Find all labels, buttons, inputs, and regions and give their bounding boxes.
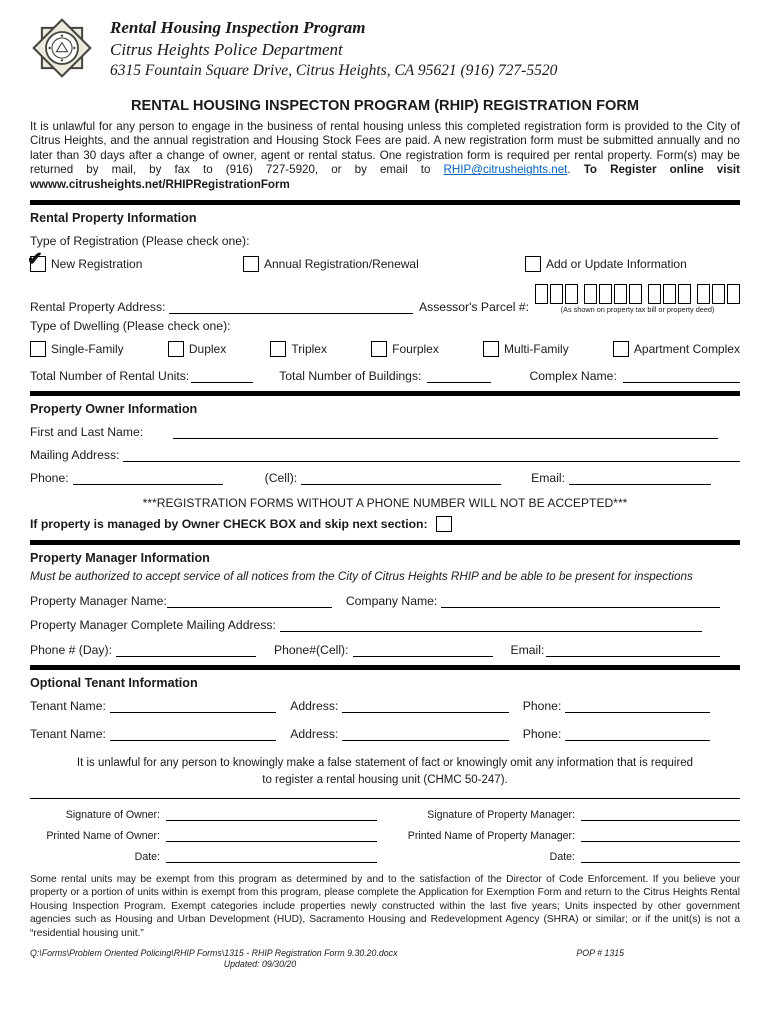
manager-subheading: Must be authorized to accept service of all notices from the City of Citrus Heights RHIP and be able to be present for inspections	[30, 570, 693, 584]
address-parcel-row	[30, 284, 740, 314]
tenant-row-1	[30, 699, 740, 713]
option-single-family[interactable]	[30, 341, 124, 357]
totals-row	[30, 369, 740, 383]
owner-heading: Property Owner Information	[30, 402, 198, 417]
option-label: Triplex	[291, 342, 327, 357]
option-triplex[interactable]	[270, 341, 327, 357]
option-multi-family[interactable]	[483, 341, 569, 357]
managed-by-owner-row	[30, 516, 740, 532]
parcel-digit-box[interactable]	[584, 284, 597, 304]
footer-file-row	[30, 948, 740, 958]
tenant-1-address-field[interactable]	[342, 700, 508, 713]
owner-email-field[interactable]	[569, 472, 711, 485]
form-header	[30, 12, 740, 89]
tenant-1-phone-field[interactable]	[565, 700, 710, 713]
option-label: Duplex	[188, 342, 227, 357]
rental-property-section	[27, 211, 740, 384]
manager-phone-row	[30, 643, 740, 657]
exemption-paragraph: Some rental units may be exempt from this program as determined by and to the satisfaction of the Director of Code Enforcement. If you believe your property or a portion of units within is exempt from this program, please complete the Application for Exemption Form and return to the Citrus Heights Rental Housing Inspection Program. Exempt categories include properties newly constructed within the last five years; Units inspected by other government agencies such as Housing and Urban Development (HUD), Sacramento Housing and Redevelopment Agency (SHRA) or similar; or if the unit(s) is not a “residential housing unit.”	[30, 873, 740, 939]
option-add-update[interactable]	[525, 256, 687, 272]
manager-name-label: Property Manager Name:	[30, 594, 167, 609]
parcel-note: (As shown on property tax bill or property deed)	[560, 305, 715, 315]
manager-printed-field[interactable]	[581, 830, 740, 842]
manager-signature-column	[393, 809, 740, 863]
parcel-digit-box[interactable]	[663, 284, 676, 304]
fourplex-checkbox[interactable]	[371, 341, 387, 357]
owner-name-row	[30, 425, 740, 439]
parcel-number-area	[535, 284, 740, 314]
manager-printed-row	[393, 830, 740, 842]
tenant-phone-label: Phone:	[522, 699, 562, 714]
manager-date-label: Date:	[549, 850, 575, 863]
department-address: 6315 Fountain Square Drive, Citrus Heights, CA 95621 (916) 727-5520	[110, 62, 558, 80]
manager-email-label: Email:	[510, 643, 545, 658]
parcel-group	[535, 284, 578, 304]
owner-mailing-label: Mailing Address:	[30, 448, 120, 463]
registration-type-label: Type of Registration (Please check one):	[30, 234, 250, 249]
owner-email-label: Email:	[531, 471, 566, 486]
owner-mailing-field[interactable]	[123, 449, 740, 462]
file-path: Q:\Forms\Problem Oriented Policing\RHIP Forms\1315 - RHIP Registration Form 9.30.20.docx	[30, 948, 398, 959]
option-label: Annual Registration/Renewal	[264, 257, 419, 272]
tenant-address-label: Address:	[290, 699, 339, 714]
parcel-group	[584, 284, 642, 304]
owner-date-field[interactable]	[166, 851, 377, 863]
tenant-2-name-field[interactable]	[110, 728, 276, 741]
parcel-digit-box[interactable]	[712, 284, 725, 304]
register-online-text: To Register online visit wwww.citrusheights.net/RHIPRegistrationForm	[30, 163, 740, 191]
parcel-digit-box[interactable]	[565, 284, 578, 304]
section-divider	[30, 200, 740, 205]
owner-printed-field[interactable]	[166, 830, 377, 842]
managed-by-owner-checkbox[interactable]	[436, 516, 452, 532]
program-name: Rental Housing Inspection Program	[110, 18, 366, 37]
dwelling-type-label: Type of Dwelling (Please check one):	[30, 319, 231, 334]
intro-text-after-link: .	[567, 163, 584, 177]
tenant-section	[30, 676, 740, 787]
tenant-2-phone-field[interactable]	[565, 728, 710, 741]
owner-name-field[interactable]	[173, 426, 718, 439]
parcel-digit-box[interactable]	[550, 284, 563, 304]
total-units-field[interactable]	[191, 370, 253, 383]
manager-date-field[interactable]	[581, 851, 740, 863]
signature-divider	[30, 798, 740, 799]
parcel-number-boxes[interactable]	[535, 284, 740, 304]
owner-phone-label: Phone:	[30, 471, 69, 486]
tenant-name-label: Tenant Name:	[30, 699, 106, 714]
owner-date-label: Date:	[134, 850, 160, 863]
parcel-digit-box[interactable]	[614, 284, 627, 304]
section-divider	[30, 665, 740, 670]
parcel-digit-box[interactable]	[629, 284, 642, 304]
dwelling-type-options	[30, 341, 740, 357]
duplex-checkbox[interactable]	[168, 341, 184, 357]
manager-mailing-label: Property Manager Complete Mailing Address:	[30, 618, 276, 633]
pop-number: POP # 1315	[576, 948, 624, 959]
option-apartment-complex[interactable]	[613, 341, 740, 357]
owner-mailing-row	[30, 448, 740, 462]
manager-phone-day-field[interactable]	[116, 644, 256, 657]
form-title: RENTAL HOUSING INSPECTON PROGRAM (RHIP) REGISTRATION FORM	[130, 98, 640, 114]
manager-name-field[interactable]	[167, 595, 332, 608]
option-label: Add or Update Information	[546, 257, 687, 272]
owner-name-label: First and Last Name:	[30, 425, 144, 440]
manager-date-row	[393, 851, 740, 863]
section-divider	[30, 540, 740, 545]
owner-signature-column	[30, 809, 377, 863]
manager-email-field[interactable]	[546, 644, 720, 657]
company-name-field[interactable]	[441, 595, 720, 608]
parcel-digit-box[interactable]	[648, 284, 661, 304]
owner-printed-row	[30, 830, 377, 842]
parcel-group	[697, 284, 740, 304]
option-duplex[interactable]	[168, 341, 226, 357]
managed-by-owner-label: If property is managed by Owner CHECK BOX and skip next section:	[30, 517, 428, 532]
tenant-2-address-field[interactable]	[342, 728, 508, 741]
single-family-checkbox[interactable]	[30, 341, 46, 357]
manager-phone-day-label: Phone # (Day):	[30, 643, 112, 658]
option-label: Multi-Family	[504, 342, 569, 357]
owner-phone-row	[30, 471, 740, 485]
letterhead	[110, 12, 557, 89]
total-buildings-label: Total Number of Buildings:	[279, 369, 422, 384]
false-statement-notice: It is unlawful for any person to knowingly make a false statement of fact or knowingly omit any information that is required to register a rental housing unit (CHMC 50-247).	[76, 757, 694, 786]
manager-signature-field[interactable]	[581, 809, 740, 821]
registration-type-options	[27, 249, 740, 272]
owner-cell-label: (Cell):	[264, 471, 298, 486]
company-name-label: Company Name:	[345, 594, 438, 609]
tenant-address-label: Address:	[290, 727, 339, 742]
tenant-row-2	[30, 727, 740, 741]
manager-printed-label: Printed Name of Property Manager:	[407, 829, 575, 842]
annual-renewal-checkbox[interactable]	[243, 256, 259, 272]
parcel-group	[648, 284, 691, 304]
rental-property-heading: Rental Property Information	[30, 211, 197, 226]
multi-family-checkbox[interactable]	[483, 341, 499, 357]
owner-printed-label: Printed Name of Owner:	[46, 829, 160, 842]
new-registration-checkbox[interactable]	[27, 249, 46, 272]
option-new-registration[interactable]	[27, 249, 243, 272]
signature-block	[30, 809, 740, 863]
parcel-digit-box[interactable]	[678, 284, 691, 304]
option-label: Apartment Complex	[633, 342, 740, 357]
owner-signature-field[interactable]	[166, 809, 377, 821]
property-owner-section	[30, 402, 740, 532]
total-units-label: Total Number of Rental Units:	[30, 369, 190, 384]
rhip-email-link[interactable]: RHIP@citrusheights.net	[443, 163, 568, 177]
owner-cell-field[interactable]	[301, 472, 501, 485]
apartment-complex-checkbox[interactable]	[613, 341, 629, 357]
assessors-parcel-label: Assessor's Parcel #:	[418, 300, 529, 315]
citrus-heights-police-badge-icon	[30, 12, 94, 89]
tenant-1-name-field[interactable]	[110, 700, 276, 713]
parcel-digit-box[interactable]	[727, 284, 740, 304]
manager-phone-cell-field[interactable]	[353, 644, 493, 657]
complex-name-label: Complex Name:	[529, 369, 617, 384]
owner-signature-row	[30, 809, 377, 821]
total-buildings-field[interactable]	[427, 370, 491, 383]
add-update-checkbox[interactable]	[525, 256, 541, 272]
manager-signature-label: Signature of Property Manager:	[427, 808, 575, 821]
checkmark-icon: ✔	[27, 249, 43, 271]
parcel-digit-box[interactable]	[535, 284, 548, 304]
option-label: Single-Family	[51, 342, 124, 357]
option-fourplex[interactable]	[371, 341, 439, 357]
intro-paragraph	[30, 120, 740, 192]
manager-name-row	[30, 594, 740, 608]
rental-property-address-field[interactable]	[169, 301, 412, 314]
property-manager-section	[30, 551, 740, 657]
phone-required-warning: ***REGISTRATION FORMS WITHOUT A PHONE NUMBER WILL NOT BE ACCEPTED***	[142, 496, 628, 511]
rental-property-address-label: Rental Property Address:	[30, 300, 166, 315]
option-annual-renewal[interactable]	[243, 256, 525, 272]
tenant-heading: Optional Tenant Information	[30, 676, 198, 691]
triplex-checkbox[interactable]	[270, 341, 286, 357]
manager-signature-row	[393, 809, 740, 821]
section-divider	[30, 391, 740, 396]
option-label: New Registration	[51, 257, 143, 272]
option-label: Fourplex	[392, 342, 439, 357]
manager-mailing-field[interactable]	[280, 619, 702, 632]
intro-text: It is unlawful for any person to engage in the business of rental housing unless this completed registration form is provided to the City of Citrus Heights, and the annual registration and Housing Stock Fees are paid. A new registration form must be submitted annually and no later than 30 days after a change of owner, agent or rental status. One registration form is required per rental property. Form(s) may be returned by mail, by fax to (916) 727-5920, or by email to	[30, 120, 740, 177]
manager-heading: Property Manager Information	[30, 551, 210, 566]
owner-signature-label: Signature of Owner:	[65, 808, 160, 821]
tenant-name-label: Tenant Name:	[30, 727, 106, 742]
department-name: Citrus Heights Police Department	[110, 40, 343, 60]
complex-name-field[interactable]	[623, 370, 740, 383]
manager-phone-cell-label: Phone#(Cell):	[273, 643, 349, 658]
parcel-digit-box[interactable]	[697, 284, 710, 304]
owner-date-row	[30, 851, 377, 863]
owner-phone-field[interactable]	[73, 472, 223, 485]
updated-date: Updated: 09/30/20	[223, 959, 297, 970]
tenant-phone-label: Phone:	[522, 727, 562, 742]
parcel-digit-box[interactable]	[599, 284, 612, 304]
manager-mailing-row	[30, 618, 740, 632]
